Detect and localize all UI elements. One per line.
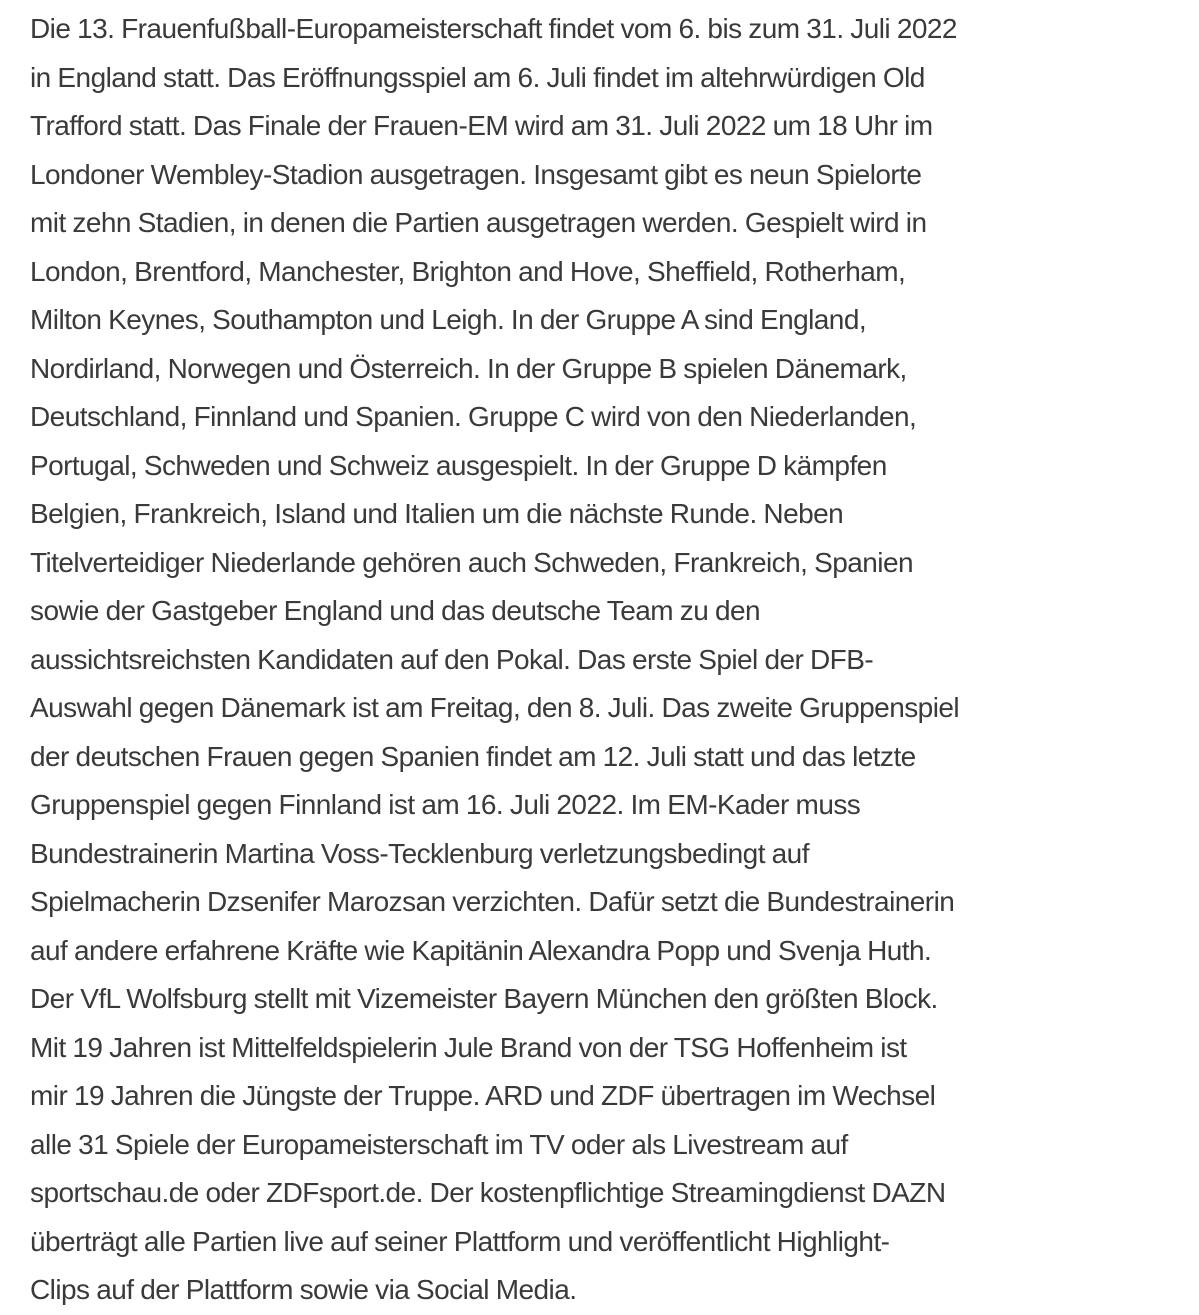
article-line: Trafford statt. Das Finale der Frauen-EM wird am 31. Juli 2022 um 18 Uhr im	[30, 110, 933, 141]
article-line: Mit 19 Jahren ist Mittelfeldspielerin Jule Brand von der TSG Hoffenheim ist	[30, 1031, 907, 1063]
article-line: Nordirland, Norwegen und Österreich. In der Gruppe B spielen Dänemark,	[30, 352, 907, 384]
article-line: Gruppenspiel gegen Finnland ist am 16. Juli 2022. Im EM-Kader muss	[30, 789, 861, 820]
article-line: aussichtsreichsten Kandidaten auf den Pokal. Das erste Spiel der DFB-	[30, 643, 874, 675]
article-line: mit zehn Stadien, in denen die Partien ausgetragen werden. Gespielt wird in	[30, 207, 927, 238]
article-line: mir 19 Jahren die Jüngste der Truppe. ARD und ZDF übertragen im Wechsel	[30, 1080, 936, 1111]
article-line: Milton Keynes, Southampton und Leigh. In der Gruppe A sind England,	[30, 304, 867, 335]
article-line: Die 13. Frauenfußball-Europameisterschaft findet vom 6. bis zum 31. Juli 2022	[30, 13, 957, 44]
article-line: Spielmacherin Dzsenifer Marozsan verzichten. Dafür setzt die Bundestrainerin	[30, 886, 955, 917]
article-line: Auswahl gegen Dänemark ist am Freitag, den 8. Juli. Das zweite Gruppenspiel	[30, 692, 960, 723]
article-line: Londoner Wembley-Stadion ausgetragen. Insgesamt gibt es neun Spielorte	[30, 158, 922, 190]
article-line: sowie der Gastgeber England und das deutsche Team zu den	[30, 595, 761, 626]
article-line: in England statt. Das Eröffnungsspiel am 6. Juli findet im altehrwürdigen Old	[30, 61, 925, 93]
article-line: überträgt alle Partien live auf seiner Plattform und veröffentlicht Highlight-	[30, 1225, 890, 1257]
article-body	[30, 0, 1195, 1315]
article-line: Bundestrainerin Martina Voss-Tecklenburg verletzungsbedingt auf	[30, 837, 809, 869]
article-line: Clips auf der Plattform sowie via Social Media.	[30, 1274, 577, 1305]
article-line: alle 31 Spiele der Europameisterschaft im TV oder als Livestream auf	[30, 1128, 848, 1160]
article-line: Deutschland, Finnland und Spanien. Gruppe C wird von den Niederlanden,	[30, 401, 917, 432]
article-line: London, Brentford, Manchester, Brighton and Hove, Sheffield, Rotherham,	[30, 255, 906, 287]
article-line: Portugal, Schweden und Schweiz ausgespielt. In der Gruppe D kämpfen	[30, 449, 887, 481]
article-line: der deutschen Frauen gegen Spanien findet am 12. Juli statt und das letzte	[30, 740, 916, 772]
article-line: Belgien, Frankreich, Island und Italien um die nächste Runde. Neben	[30, 498, 844, 529]
article-line: Titelverteidiger Niederlande gehören auch Schweden, Frankreich, Spanien	[30, 546, 914, 578]
article-line: Der VfL Wolfsburg stellt mit Vizemeister Bayern München den größten Block.	[30, 983, 938, 1014]
article-line: auf andere erfahrene Kräfte wie Kapitänin Alexandra Popp und Svenja Huth.	[30, 934, 932, 966]
article-line: sportschau.de oder ZDFsport.de. Der kostenpflichtige Streamingdienst DAZN	[30, 1177, 946, 1208]
